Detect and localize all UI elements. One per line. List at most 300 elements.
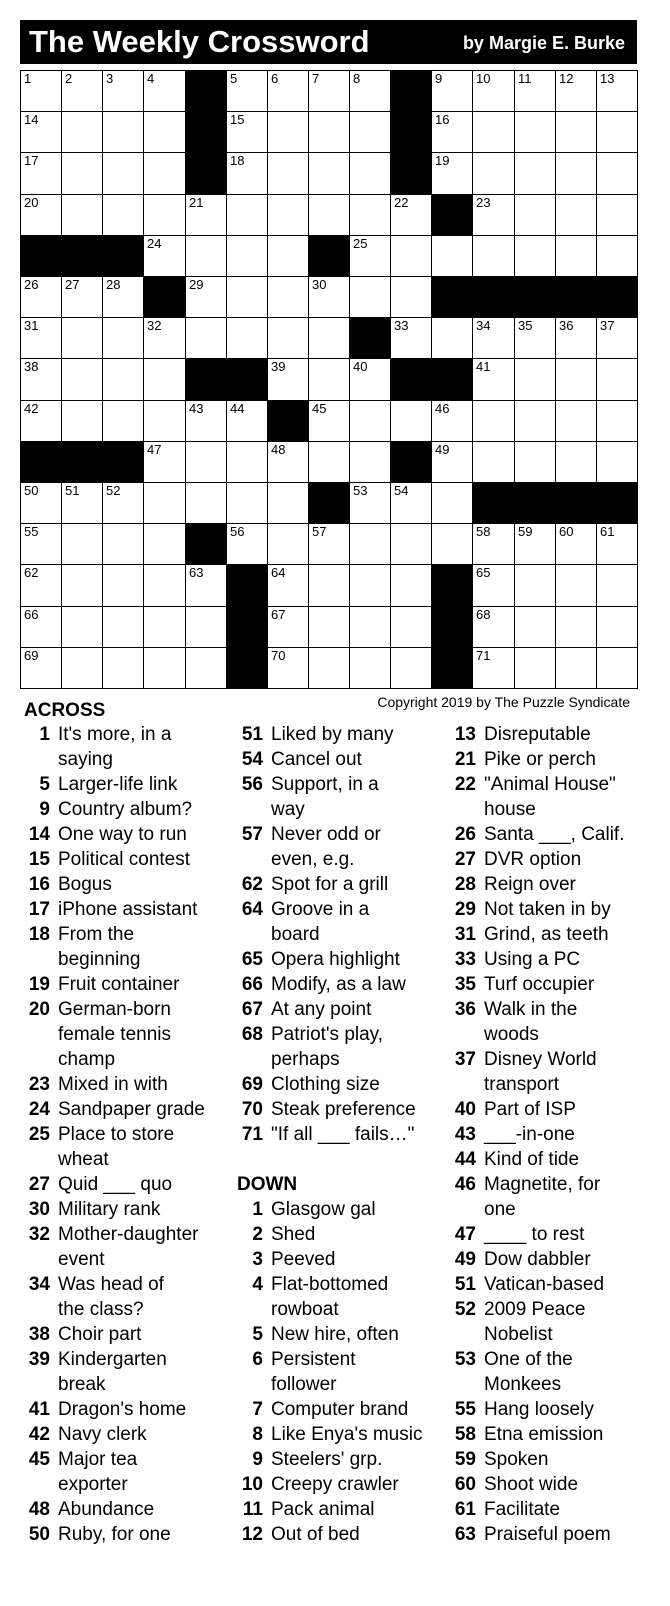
clue-text: One of the <box>484 1349 573 1370</box>
grid-cell[interactable] <box>267 606 309 648</box>
clue-number: 38 <box>28 1324 50 1345</box>
grid-cell[interactable] <box>308 400 350 442</box>
grid-block <box>308 235 350 277</box>
cell-number: 44 <box>230 401 245 416</box>
grid-cell[interactable] <box>102 276 144 318</box>
grid-cell[interactable] <box>555 358 597 401</box>
grid-cell[interactable] <box>555 606 597 648</box>
clue-text: Spoken <box>484 1449 549 1470</box>
grid-cell[interactable] <box>226 235 268 277</box>
grid-cell[interactable] <box>226 441 268 483</box>
grid-cell[interactable] <box>102 152 144 195</box>
grid-cell[interactable] <box>472 70 515 112</box>
grid-cell[interactable] <box>61 152 103 195</box>
grid-cell[interactable] <box>390 235 432 277</box>
grid-cell[interactable] <box>514 441 556 483</box>
cell-number: 42 <box>24 401 39 416</box>
clue-text: 2009 Peace <box>484 1299 586 1320</box>
grid-cell[interactable] <box>20 70 62 112</box>
grid-block <box>185 70 227 112</box>
grid-cell[interactable] <box>185 647 227 689</box>
grid-cell[interactable] <box>308 111 350 153</box>
cell-number: 71 <box>476 648 491 663</box>
grid-cell[interactable] <box>596 111 638 153</box>
grid-cell[interactable] <box>555 523 597 565</box>
grid-cell[interactable] <box>102 400 144 442</box>
clue-text: Never odd or <box>271 824 381 845</box>
grid-cell[interactable] <box>143 564 186 607</box>
grid-cell[interactable] <box>226 194 268 236</box>
clue-text: Hang loosely <box>484 1399 594 1420</box>
grid-block <box>431 276 473 318</box>
clue-number: 14 <box>28 824 50 845</box>
grid-cell[interactable] <box>390 523 432 565</box>
grid-cell[interactable] <box>61 358 103 401</box>
grid-block <box>308 482 350 524</box>
clue-text: iPhone assistant <box>58 899 198 920</box>
clue-text: house <box>484 799 536 820</box>
grid-cell[interactable] <box>185 235 227 277</box>
grid-cell[interactable] <box>308 523 350 565</box>
grid-cell[interactable] <box>514 606 556 648</box>
cell-number: 67 <box>271 607 286 622</box>
clue-number: 57 <box>241 824 263 845</box>
grid-cell[interactable] <box>349 235 391 277</box>
clue-number: 1 <box>39 724 50 745</box>
cell-number: 19 <box>435 153 450 168</box>
grid-cell[interactable] <box>61 564 103 607</box>
clue-text: German-born <box>58 999 171 1020</box>
grid-cell[interactable] <box>514 194 556 236</box>
grid-cell[interactable] <box>185 194 227 236</box>
clue-text: Shoot wide <box>484 1474 579 1495</box>
grid-cell[interactable] <box>308 194 350 236</box>
grid-cell[interactable] <box>349 194 391 236</box>
grid-cell[interactable] <box>596 70 638 112</box>
clue-text: Political contest <box>58 849 191 870</box>
grid-cell[interactable] <box>20 317 62 359</box>
grid-cell[interactable] <box>20 606 62 648</box>
clue-text: "If all ___ fails…" <box>271 1124 415 1145</box>
grid-cell[interactable] <box>267 194 309 236</box>
grid-cell[interactable] <box>514 317 556 359</box>
clue-text: Abundance <box>58 1499 155 1520</box>
clue-text: Out of bed <box>271 1524 360 1545</box>
cell-number: 23 <box>476 195 491 210</box>
grid-cell[interactable] <box>596 358 638 401</box>
grid-cell[interactable] <box>390 564 432 607</box>
grid-cell[interactable] <box>390 400 432 442</box>
grid-cell[interactable] <box>349 111 391 153</box>
grid-cell[interactable] <box>20 276 62 318</box>
grid-block <box>102 235 144 277</box>
clue-number: 50 <box>28 1524 50 1545</box>
clue-text: Glasgow gal <box>271 1199 376 1220</box>
grid-cell[interactable] <box>308 647 350 689</box>
grid-cell[interactable] <box>61 111 103 153</box>
clue-number: 68 <box>241 1024 263 1045</box>
clue-text: Cancel out <box>271 749 362 770</box>
grid-cell[interactable] <box>226 276 268 318</box>
grid-cell[interactable] <box>596 523 638 565</box>
grid-cell[interactable] <box>143 400 186 442</box>
clue-text: Peeved <box>271 1249 336 1270</box>
grid-cell[interactable] <box>514 70 556 112</box>
grid-block <box>226 564 268 607</box>
grid-cell[interactable] <box>349 647 391 689</box>
grid-block <box>555 276 597 318</box>
clue-number: 1 <box>252 1199 263 1220</box>
grid-cell[interactable] <box>308 70 350 112</box>
clue-number: 58 <box>454 1424 476 1445</box>
clue-number: 46 <box>454 1174 476 1195</box>
grid-cell[interactable] <box>308 564 350 607</box>
grid-cell[interactable] <box>514 235 556 277</box>
clue-text: New hire, often <box>271 1324 399 1345</box>
grid-cell[interactable] <box>61 482 103 524</box>
clue-number: 27 <box>454 849 476 870</box>
grid-cell[interactable] <box>308 606 350 648</box>
grid-cell[interactable] <box>143 647 186 689</box>
grid-cell[interactable] <box>555 235 597 277</box>
cell-number: 49 <box>435 442 450 457</box>
grid-cell[interactable] <box>143 152 186 195</box>
grid-cell[interactable] <box>514 523 556 565</box>
clue-text: woods <box>484 1024 539 1045</box>
grid-cell[interactable] <box>472 441 515 483</box>
grid-cell[interactable] <box>514 400 556 442</box>
grid-cell[interactable] <box>431 235 473 277</box>
grid-cell[interactable] <box>555 647 597 689</box>
grid-cell[interactable] <box>390 317 432 359</box>
grid-block <box>390 358 432 401</box>
clue-number: 9 <box>39 799 50 820</box>
grid-cell[interactable] <box>555 152 597 195</box>
grid-cell[interactable] <box>102 564 144 607</box>
grid-block <box>226 606 268 648</box>
clue-text: rowboat <box>271 1299 339 1320</box>
grid-cell[interactable] <box>226 152 268 195</box>
grid-cell[interactable] <box>514 358 556 401</box>
grid-cell[interactable] <box>61 276 103 318</box>
grid-cell[interactable] <box>61 317 103 359</box>
grid-cell[interactable] <box>185 564 227 607</box>
grid-cell[interactable] <box>226 70 268 112</box>
grid-cell[interactable] <box>349 441 391 483</box>
grid-cell[interactable] <box>349 152 391 195</box>
clue-text: way <box>271 799 305 820</box>
grid-cell[interactable] <box>267 235 309 277</box>
cell-number: 58 <box>476 524 491 539</box>
clue-number: 8 <box>252 1424 263 1445</box>
clue-text: Etna emission <box>484 1424 604 1445</box>
grid-cell[interactable] <box>61 523 103 565</box>
grid-cell[interactable] <box>267 152 309 195</box>
clue-text: female tennis <box>58 1024 172 1045</box>
grid-cell[interactable] <box>102 317 144 359</box>
grid-cell[interactable] <box>267 441 309 483</box>
grid-cell[interactable] <box>102 482 144 524</box>
cell-number: 64 <box>271 565 286 580</box>
grid-cell[interactable] <box>143 235 186 277</box>
grid-cell[interactable] <box>596 647 638 689</box>
grid-cell[interactable] <box>349 564 391 607</box>
clue-text: transport <box>484 1074 559 1095</box>
grid-cell[interactable] <box>390 276 432 318</box>
grid-cell[interactable] <box>102 606 144 648</box>
grid-cell[interactable] <box>431 400 473 442</box>
grid-cell[interactable] <box>20 482 62 524</box>
grid-cell[interactable] <box>390 606 432 648</box>
grid-cell[interactable] <box>514 111 556 153</box>
grid-cell[interactable] <box>143 194 186 236</box>
puzzle-title: The Weekly Crossword <box>29 24 370 59</box>
clue-number: 16 <box>28 874 50 895</box>
grid-block <box>390 111 432 153</box>
grid-cell[interactable] <box>185 400 227 442</box>
grid-block <box>185 358 227 401</box>
grid-cell[interactable] <box>349 70 391 112</box>
grid-cell[interactable] <box>555 111 597 153</box>
grid-block <box>102 441 144 483</box>
grid-cell[interactable] <box>185 606 227 648</box>
grid-cell[interactable] <box>431 111 473 153</box>
cell-number: 21 <box>189 195 204 210</box>
grid-cell[interactable] <box>596 564 638 607</box>
grid-cell[interactable] <box>226 482 268 524</box>
grid-cell[interactable] <box>267 647 309 689</box>
grid-cell[interactable] <box>390 647 432 689</box>
cell-number: 70 <box>271 648 286 663</box>
grid-cell[interactable] <box>61 606 103 648</box>
cell-number: 17 <box>24 153 39 168</box>
grid-cell[interactable] <box>102 194 144 236</box>
grid-cell[interactable] <box>185 482 227 524</box>
clue-number: 13 <box>454 724 476 745</box>
grid-cell[interactable] <box>226 317 268 359</box>
clue-number: 28 <box>454 874 476 895</box>
grid-cell[interactable] <box>20 152 62 195</box>
grid-cell[interactable] <box>596 194 638 236</box>
grid-cell[interactable] <box>431 317 473 359</box>
grid-cell[interactable] <box>20 564 62 607</box>
grid-cell[interactable] <box>555 564 597 607</box>
clue-text: Kind of tide <box>484 1149 580 1170</box>
cell-number: 3 <box>106 71 114 86</box>
grid-cell[interactable] <box>185 276 227 318</box>
grid-cell[interactable] <box>431 70 473 112</box>
grid-cell[interactable] <box>390 482 432 524</box>
grid-cell[interactable] <box>143 482 186 524</box>
grid-cell[interactable] <box>555 194 597 236</box>
grid-cell[interactable] <box>390 194 432 236</box>
grid-cell[interactable] <box>267 70 309 112</box>
clue-number: 12 <box>241 1524 263 1545</box>
grid-cell[interactable] <box>596 152 638 195</box>
grid-cell[interactable] <box>349 482 391 524</box>
grid-cell[interactable] <box>555 441 597 483</box>
cell-number: 61 <box>600 524 615 539</box>
grid-cell[interactable] <box>596 400 638 442</box>
cell-number: 5 <box>230 71 238 86</box>
grid-cell[interactable] <box>267 111 309 153</box>
grid-cell[interactable] <box>596 317 638 359</box>
grid-cell[interactable] <box>102 523 144 565</box>
grid-cell[interactable] <box>185 317 227 359</box>
grid-cell[interactable] <box>472 235 515 277</box>
grid-cell[interactable] <box>349 606 391 648</box>
cell-number: 56 <box>230 524 245 539</box>
grid-cell[interactable] <box>349 523 391 565</box>
grid-cell[interactable] <box>267 276 309 318</box>
grid-cell[interactable] <box>226 111 268 153</box>
grid-cell[interactable] <box>102 111 144 153</box>
grid-cell[interactable] <box>143 111 186 153</box>
grid-cell[interactable] <box>431 441 473 483</box>
clue-text: ____ to rest <box>484 1224 585 1245</box>
clue-text: Modify, as a law <box>271 974 406 995</box>
grid-cell[interactable] <box>308 276 350 318</box>
cell-number: 66 <box>24 607 39 622</box>
grid-cell[interactable] <box>61 194 103 236</box>
grid-cell[interactable] <box>267 317 309 359</box>
grid-cell[interactable] <box>472 194 515 236</box>
grid-cell[interactable] <box>555 70 597 112</box>
grid-cell[interactable] <box>472 606 515 648</box>
clue-number: 18 <box>28 924 50 945</box>
grid-cell[interactable] <box>349 276 391 318</box>
cell-number: 10 <box>476 71 491 86</box>
grid-block <box>267 400 309 442</box>
cell-number: 9 <box>435 71 443 86</box>
grid-cell[interactable] <box>514 564 556 607</box>
grid-cell[interactable] <box>431 523 473 565</box>
clue-number: 52 <box>454 1299 476 1320</box>
clue-number: 33 <box>454 949 476 970</box>
cell-number: 13 <box>600 71 615 86</box>
cell-number: 28 <box>106 277 121 292</box>
grid-cell[interactable] <box>61 70 103 112</box>
clue-text: Persistent <box>271 1349 356 1370</box>
grid-cell[interactable] <box>431 152 473 195</box>
grid-cell[interactable] <box>102 647 144 689</box>
grid-block <box>185 523 227 565</box>
grid-cell[interactable] <box>143 317 186 359</box>
grid-cell[interactable] <box>349 358 391 401</box>
clue-text: Creepy crawler <box>271 1474 399 1495</box>
clue-number: 17 <box>28 899 50 920</box>
grid-cell[interactable] <box>143 441 186 483</box>
grid-cell[interactable] <box>20 111 62 153</box>
grid-cell[interactable] <box>514 647 556 689</box>
grid-cell[interactable] <box>20 194 62 236</box>
clue-number: 26 <box>454 824 476 845</box>
clue-text: one <box>484 1199 516 1220</box>
grid-cell[interactable] <box>143 606 186 648</box>
clue-text: Sandpaper grade <box>58 1099 205 1120</box>
clue-number: 69 <box>241 1074 263 1095</box>
clue-text: Opera highlight <box>271 949 400 970</box>
grid-cell[interactable] <box>267 564 309 607</box>
grid-cell[interactable] <box>431 482 473 524</box>
clue-number: 44 <box>454 1149 476 1170</box>
grid-cell[interactable] <box>308 317 350 359</box>
cell-number: 39 <box>271 359 286 374</box>
cell-number: 51 <box>65 483 80 498</box>
clue-text: Reign over <box>484 874 576 895</box>
clue-number: 7 <box>252 1399 263 1420</box>
grid-block <box>61 235 103 277</box>
grid-cell[interactable] <box>596 606 638 648</box>
cell-number: 26 <box>24 277 39 292</box>
grid-cell[interactable] <box>185 441 227 483</box>
grid-cell[interactable] <box>61 647 103 689</box>
grid-cell[interactable] <box>349 400 391 442</box>
cell-number: 50 <box>24 483 39 498</box>
clue-text: Part of ISP <box>484 1099 576 1120</box>
grid-cell[interactable] <box>472 523 515 565</box>
cell-number: 32 <box>147 318 162 333</box>
grid-cell[interactable] <box>555 317 597 359</box>
clue-text: Groove in a <box>271 899 370 920</box>
grid-cell[interactable] <box>267 482 309 524</box>
grid-cell[interactable] <box>514 152 556 195</box>
grid-cell[interactable] <box>472 647 515 689</box>
clue-number: 19 <box>28 974 50 995</box>
grid-block <box>226 647 268 689</box>
grid-cell[interactable] <box>267 358 309 401</box>
grid-cell[interactable] <box>555 400 597 442</box>
grid-cell[interactable] <box>143 523 186 565</box>
grid-cell[interactable] <box>472 111 515 153</box>
cell-number: 1 <box>24 71 32 86</box>
clue-text: Quid ___ quo <box>58 1174 173 1195</box>
grid-cell[interactable] <box>20 647 62 689</box>
grid-cell[interactable] <box>267 523 309 565</box>
grid-cell[interactable] <box>596 235 638 277</box>
clue-text: Turf occupier <box>484 974 595 995</box>
grid-cell[interactable] <box>226 400 268 442</box>
clue-text: Was head of <box>58 1274 164 1295</box>
grid-cell[interactable] <box>61 400 103 442</box>
grid-cell[interactable] <box>308 152 350 195</box>
grid-cell[interactable] <box>20 400 62 442</box>
grid-cell[interactable] <box>472 152 515 195</box>
clue-number: 31 <box>454 924 476 945</box>
grid-cell[interactable] <box>102 70 144 112</box>
grid-cell[interactable] <box>472 564 515 607</box>
grid-cell[interactable] <box>308 441 350 483</box>
grid-cell[interactable] <box>472 400 515 442</box>
grid-cell[interactable] <box>308 358 350 401</box>
grid-cell[interactable] <box>143 70 186 112</box>
grid-cell[interactable] <box>102 358 144 401</box>
cell-number: 24 <box>147 236 162 251</box>
clue-text: the class? <box>58 1299 144 1320</box>
clue-number: 29 <box>454 899 476 920</box>
grid-cell[interactable] <box>20 523 62 565</box>
grid-cell[interactable] <box>596 441 638 483</box>
grid-cell[interactable] <box>472 317 515 359</box>
clue-text: Steak preference <box>271 1099 416 1120</box>
clue-text: Fruit container <box>58 974 180 995</box>
clue-number: 51 <box>241 724 263 745</box>
grid-cell[interactable] <box>20 358 62 401</box>
grid-cell[interactable] <box>143 358 186 401</box>
clue-number: 27 <box>28 1174 50 1195</box>
grid-cell[interactable] <box>226 523 268 565</box>
grid-cell[interactable] <box>472 358 515 401</box>
